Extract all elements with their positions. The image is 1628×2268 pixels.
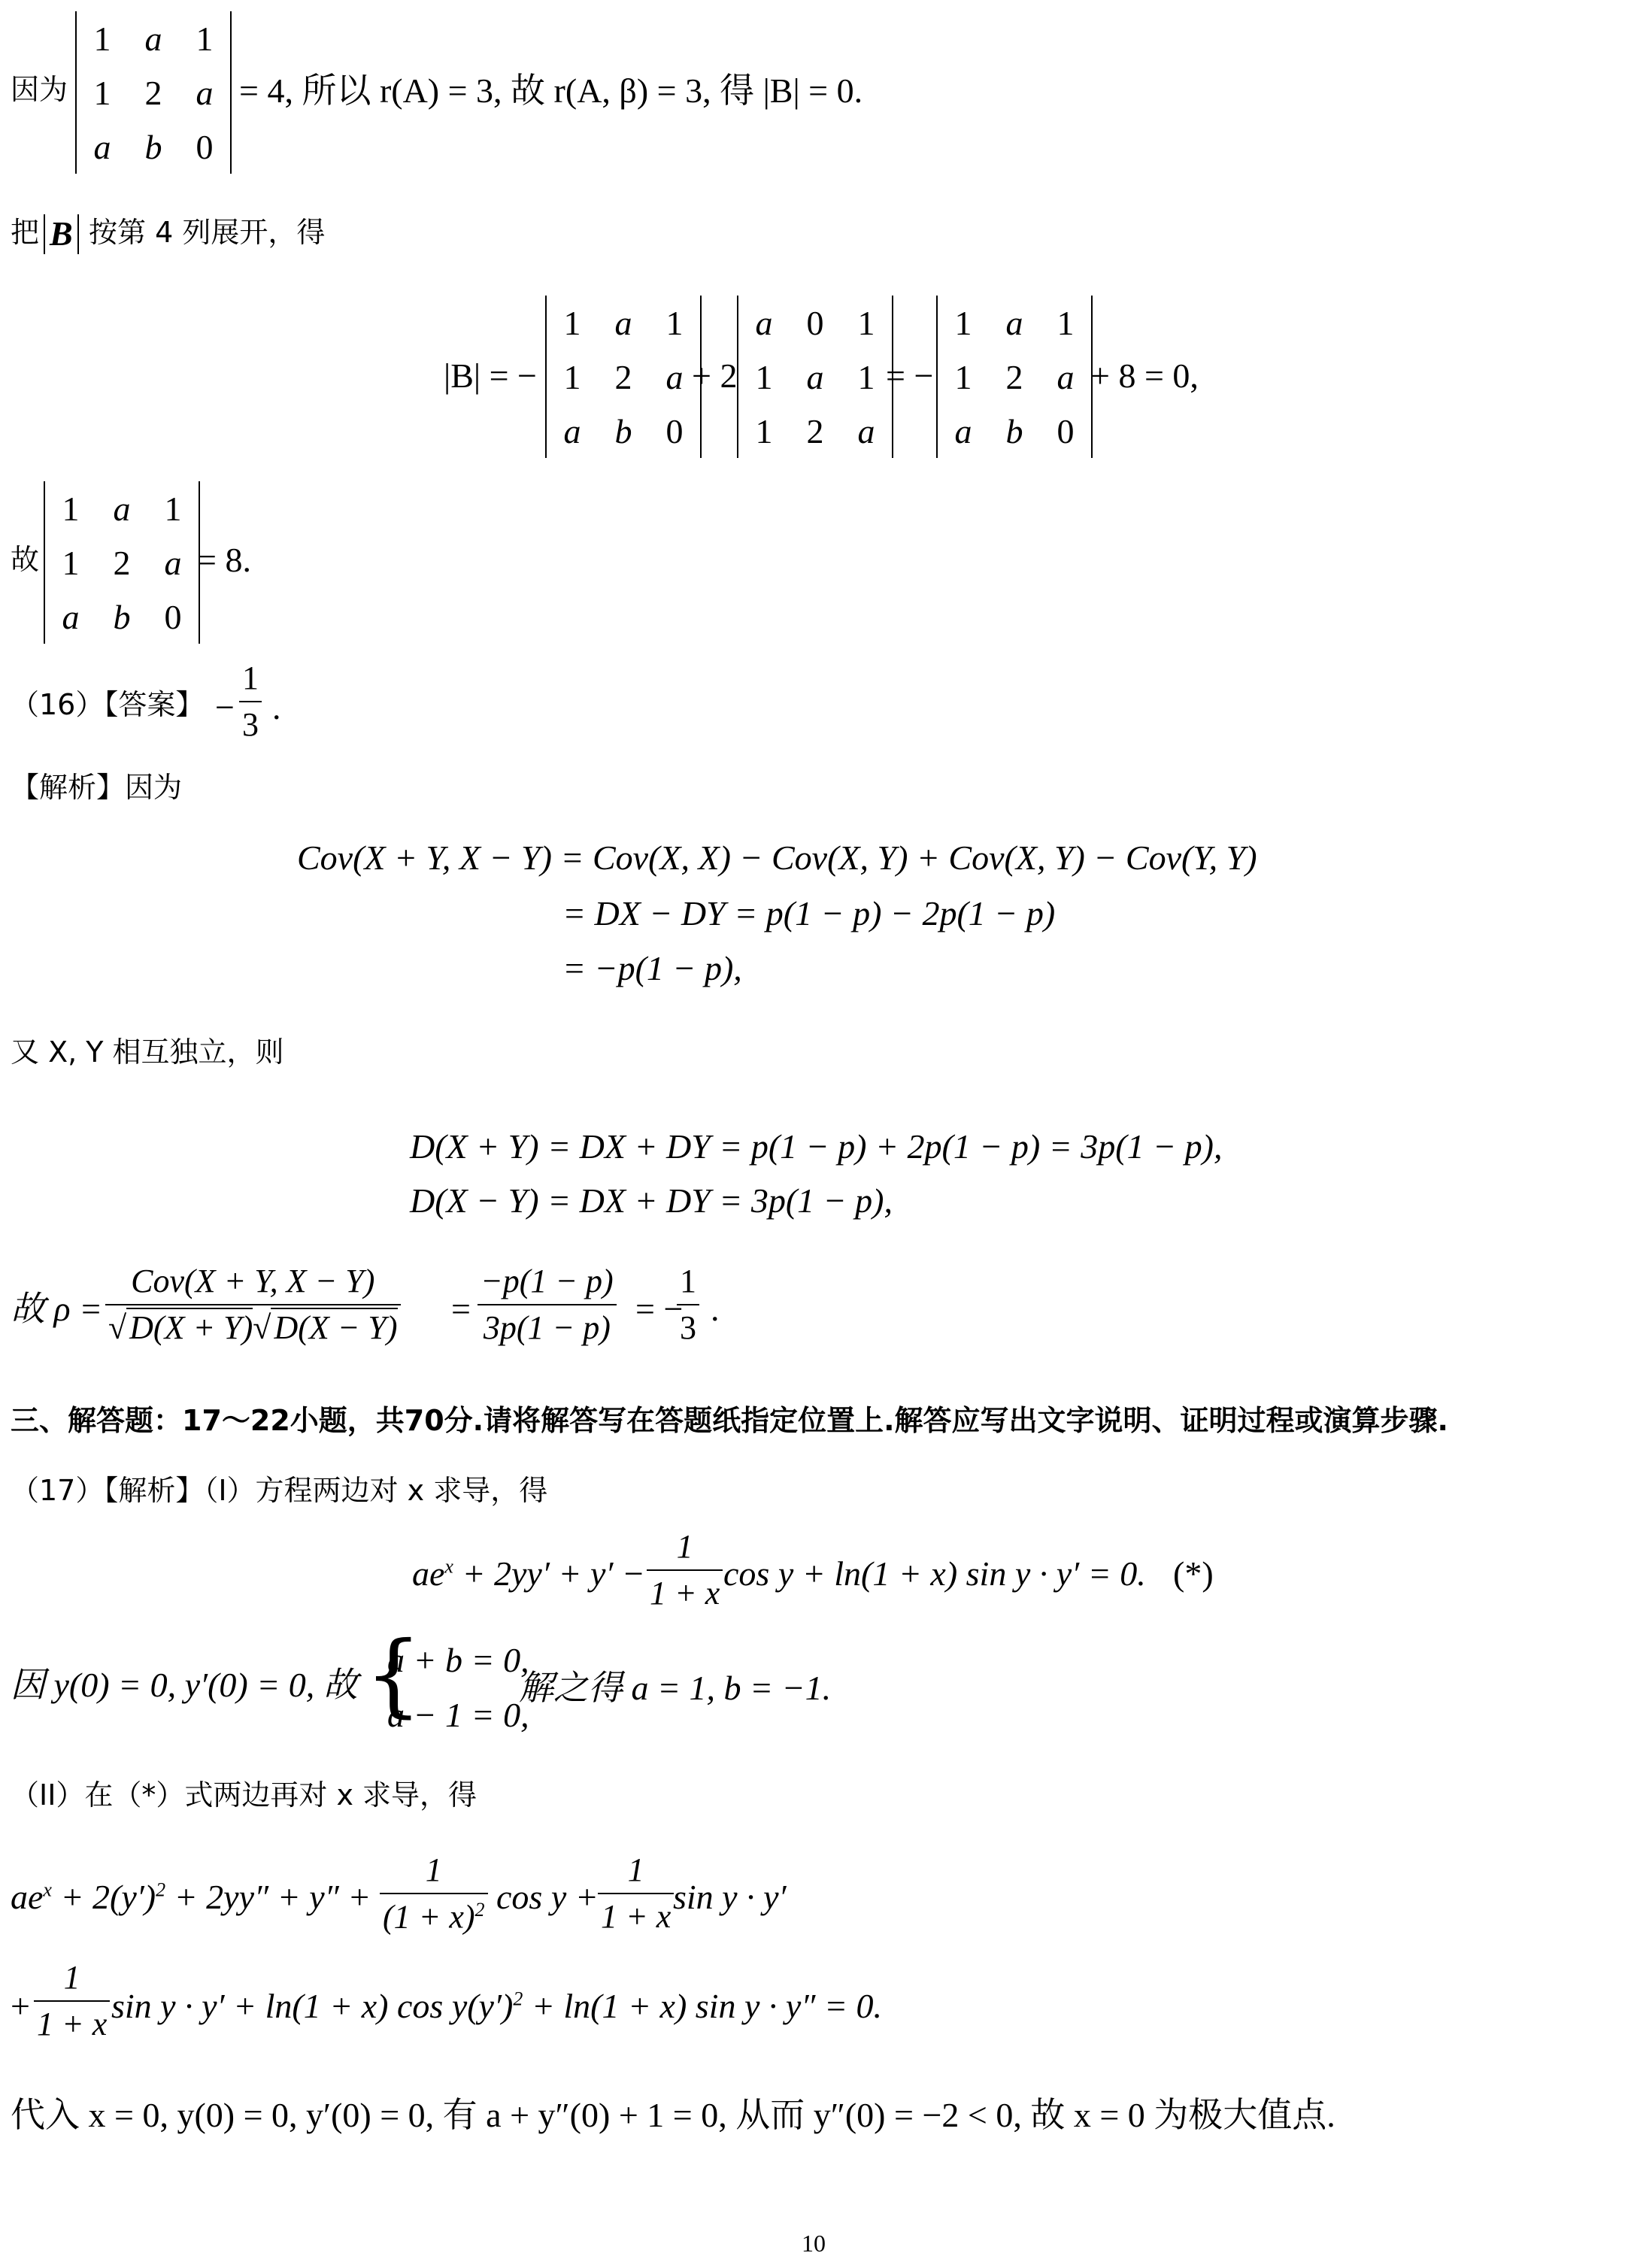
det-cell: 2 <box>806 411 824 450</box>
cov-line-3: = −p(1 − p), <box>562 949 742 987</box>
det-cell: 1 <box>563 357 581 396</box>
eq2a-fraction-2 <box>598 1851 674 1935</box>
analysis-because: 【解析】因为 <box>11 771 183 804</box>
eq17-den: 1 + x <box>647 1569 723 1610</box>
det-cell: 1 <box>954 303 972 342</box>
det-cell: a <box>164 543 182 582</box>
var-diff: D(X − Y) = DX + DY = 3p(1 − p), <box>410 1181 893 1220</box>
final-conclusion: 代入 x = 0, y(0) = 0, y′(0) = 0, 有 a + y″(0) + 1 = 0, 从而 y″(0) = −2 < 0, 故 x = 0 为极大值点. <box>11 2096 1335 2134</box>
det-cell: a <box>62 597 80 636</box>
cov-line-1: Cov(X + Y, X − Y) = Cov(X, X) − Cov(X, Y) + Cov(X, Y) − Cov(Y, Y) <box>297 838 1257 877</box>
eq2a-d: cos y + <box>496 1878 599 1916</box>
rho-num-1: Cov(X + Y, X − Y) <box>131 1263 375 1299</box>
eq2a-num1: 1 <box>425 1851 442 1888</box>
eq2a-e: sin y · y′ <box>673 1878 787 1916</box>
rho-den-1: √D(X + Y)√D(X − Y) <box>105 1304 401 1345</box>
eq17-tag: (*) <box>1173 1554 1214 1593</box>
sqrt-a: D(X + Y) <box>126 1308 253 1346</box>
eq2b-c: + ln(1 + x) sin y · y″ = 0. <box>531 1987 882 2025</box>
det-cell: 1 <box>93 19 111 58</box>
eq2b-den: 1 + x <box>34 2000 110 2041</box>
q16-sign: − <box>215 688 235 726</box>
det-cell: b <box>1005 411 1023 450</box>
det-cell: 1 <box>857 357 875 396</box>
eq17-sup: x <box>444 1555 453 1578</box>
eq2a-c: + 2yy″ + y″ + <box>174 1878 371 1916</box>
sys-post: 解之得 a = 1, b = −1. <box>519 1669 832 1707</box>
sys-pre: 因 y(0) = 0, y′(0) = 0, 故 <box>11 1666 358 1704</box>
det-cell: 1 <box>755 411 773 450</box>
det-cell: a <box>614 303 632 342</box>
eq2a-den1-sq: 2 <box>474 1899 485 1921</box>
det-cell: 1 <box>563 303 581 342</box>
det-cell: a <box>1005 303 1023 342</box>
det-cell: 1 <box>665 303 684 342</box>
det-result: = 8. <box>197 541 251 579</box>
eqB-end: + 8 = 0, <box>1090 356 1199 395</box>
det-cell: 0 <box>196 127 214 166</box>
det-cell: 1 <box>62 489 80 528</box>
det-cell: 0 <box>665 411 684 450</box>
det-cell: a <box>563 411 581 450</box>
det-cell: 1 <box>954 357 972 396</box>
eq2b-sq: 2 <box>513 1988 523 2010</box>
det-cell: 1 <box>755 357 773 396</box>
det-B-symbol: B <box>44 214 79 254</box>
left-brace-icon: { <box>365 1623 423 1727</box>
rho-fraction-1 <box>105 1265 401 1345</box>
eq2a-sup: x <box>43 1878 52 1901</box>
determinant-4 <box>936 296 1093 458</box>
rho-fraction-3 <box>677 1265 699 1345</box>
rho-num-3: 1 <box>680 1263 696 1299</box>
det-cell: 2 <box>144 73 162 112</box>
eq2a-b: + 2(y′) <box>60 1878 156 1916</box>
rho-end: . <box>711 1290 720 1328</box>
page-number: 10 <box>802 2230 826 2257</box>
det-cell: a <box>665 357 684 396</box>
rho-fraction-2 <box>477 1265 617 1345</box>
q17-part1: （17）【解析】（Ⅰ）方程两边对 x 求导，得 <box>11 1474 548 1507</box>
det-cell: a <box>755 303 773 342</box>
det-cell: 1 <box>62 543 80 582</box>
eq17-num: 1 <box>676 1528 693 1565</box>
intro-because: 因为 <box>11 73 68 106</box>
eq2b-fraction <box>34 1961 110 2041</box>
eq2a-sq: 2 <box>156 1878 166 1901</box>
det-cell: a <box>857 411 875 450</box>
rank-statement: = 4, 所以 r(A) = 3, 故 r(A, β) = 3, 得 |B| = 0. <box>239 71 863 110</box>
det-cell: b <box>144 127 162 166</box>
det-cell: 2 <box>113 543 131 582</box>
det-cell: 2 <box>1005 357 1023 396</box>
cov-line-2: = DX − DY = p(1 − p) − 2p(1 − p) <box>562 894 1056 932</box>
q17-part2: （II）在（*）式两边再对 x 求导，得 <box>11 1778 477 1812</box>
eq2a-den1 <box>380 1893 488 1934</box>
det-cell: 1 <box>93 73 111 112</box>
det-cell: 2 <box>614 357 632 396</box>
eqB-mid: + 2 <box>692 356 738 395</box>
therefore-label: 故 <box>11 543 40 576</box>
eq2b-a: + <box>11 1987 30 2025</box>
independence-text: 又 X, Y 相互独立，则 <box>11 1035 284 1069</box>
rho-den-3: 3 <box>677 1304 699 1345</box>
determinant-5 <box>44 481 200 644</box>
det-cell: a <box>196 73 214 112</box>
rho-num-2: −p(1 − p) <box>481 1263 614 1299</box>
eq2a-a: ae <box>11 1878 44 1916</box>
expand-text-pre: 把 <box>11 216 40 249</box>
eqB-left: |B| = − <box>444 356 537 395</box>
det-cell: 1 <box>1057 303 1075 342</box>
eq2a-den1-base: (1 + x) <box>383 1898 475 1936</box>
det-cell: a <box>1057 357 1075 396</box>
det-cell: a <box>113 489 131 528</box>
rho-eq: = <box>451 1290 471 1328</box>
eq17-c: cos y + ln(1 + x) sin y · y′ = 0. <box>723 1554 1146 1593</box>
det-cell: 1 <box>857 303 875 342</box>
section-3-heading: 三、解答题：17～22小题，共70分.请将解答写在答题纸指定位置上.解答应写出文字说明、证明过程或演算步骤. <box>11 1404 1448 1437</box>
rho-eq-2: = − <box>635 1290 684 1328</box>
sys-line-2: a − 1 = 0, <box>387 1696 529 1734</box>
eqB-right: = − <box>886 356 934 395</box>
det-cell: b <box>113 597 131 636</box>
rho-label: 故 ρ = <box>11 1290 103 1328</box>
det-cell: a <box>93 127 111 166</box>
eq17-b: + 2yy′ + y′ − <box>462 1554 645 1593</box>
det-cell: 1 <box>196 19 214 58</box>
eq2a-den2: 1 + x <box>598 1893 674 1933</box>
det-cell: a <box>954 411 972 450</box>
det-cell: 0 <box>1057 411 1075 450</box>
q16-num: 1 <box>242 659 259 696</box>
rho-den-2: 3p(1 − p) <box>477 1304 617 1345</box>
det-cell: b <box>614 411 632 450</box>
eq17-fraction <box>647 1530 723 1610</box>
q16-end: . <box>272 688 281 726</box>
determinant-1 <box>75 11 232 174</box>
eq2b-b: sin y · y′ + ln(1 + x) cos y(y′) <box>111 1987 514 2025</box>
det-cell: 0 <box>164 597 182 636</box>
q16-den: 3 <box>239 701 262 741</box>
eq2a-num2: 1 <box>627 1851 644 1888</box>
sys-line-1: a + b = 0, <box>387 1641 529 1679</box>
var-sum: D(X + Y) = DX + DY = p(1 − p) + 2p(1 − p) = 3p(1 − p), <box>410 1127 1223 1166</box>
eq2a-fraction-1 <box>380 1851 488 1936</box>
det-cell: a <box>144 19 162 58</box>
eq2b-num: 1 <box>63 1959 80 1996</box>
det-cell: 1 <box>164 489 182 528</box>
eq17-a: ae <box>412 1554 445 1593</box>
determinant-3 <box>737 296 893 458</box>
det-cell: 0 <box>806 303 824 342</box>
det-cell: a <box>806 357 824 396</box>
determinant-2 <box>545 296 702 458</box>
expand-text-post: 按第 4 列展开，得 <box>89 216 326 249</box>
sqrt-b: D(X − Y) <box>271 1308 397 1346</box>
q16-fraction <box>239 659 262 743</box>
q16-label: （16）【答案】 <box>11 688 205 721</box>
